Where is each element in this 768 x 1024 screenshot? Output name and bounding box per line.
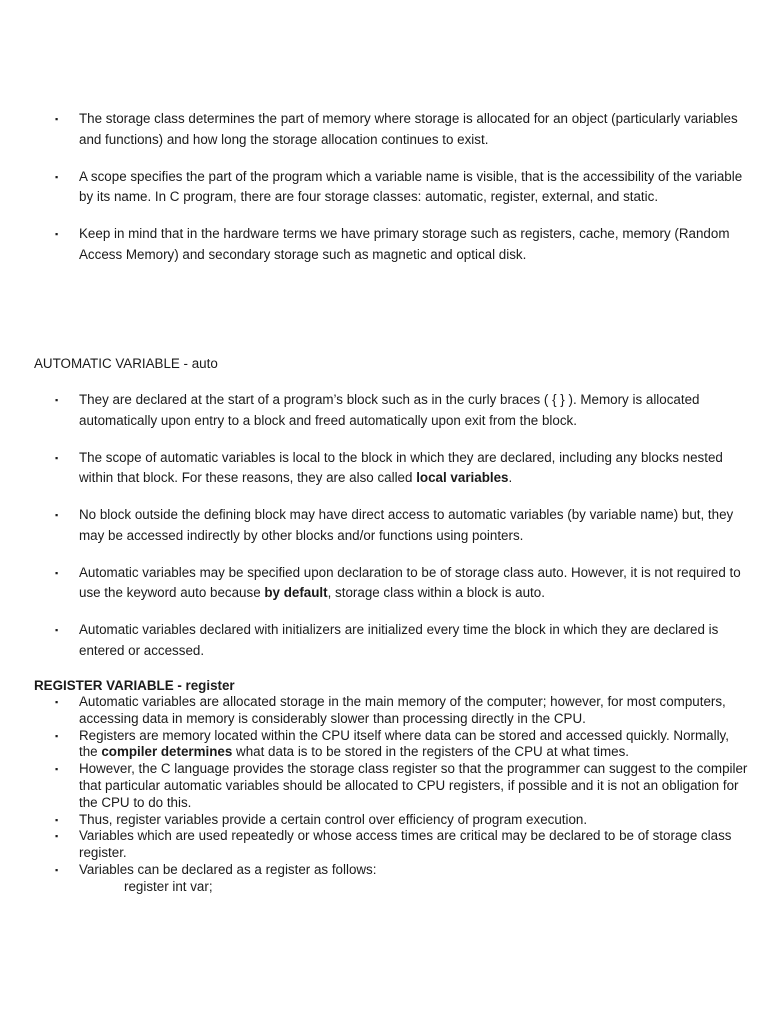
list-item <box>0 390 768 431</box>
text-run: The scope of automatic variables is local to the block in which they are declared, including any blocks nested within that block. For these reasons, they are also called <box>79 449 723 485</box>
text-run: Automatic variables may be specified upon declaration to be of storage class auto. However, it is not required to use the keyword auto because <box>79 564 741 600</box>
bullet-icon: ▪ <box>55 510 59 520</box>
list-item <box>0 812 768 829</box>
bullet-icon: ▪ <box>55 831 59 842</box>
register-list <box>0 694 768 896</box>
list-item-text <box>79 728 729 760</box>
auto-list <box>0 390 768 678</box>
list-item <box>0 505 768 546</box>
list-item-text <box>79 565 741 601</box>
bullet-icon: ▪ <box>55 625 59 635</box>
list-item <box>0 109 768 150</box>
list-item-text: Keep in mind that in the hardware terms we have primary storage such as registers, cache, memory (Random Access Memory) and secondary storage such as magnetic and optical disk. <box>79 226 730 262</box>
list-item <box>0 448 768 489</box>
list-item-text: Variables can be declared as a register as follows: <box>79 861 377 877</box>
list-item-text: No block outside the defining block may have direct access to automatic variables (by variable name) but, they may be accessed indirectly by other blocks and/or functions using pointers. <box>79 507 734 543</box>
auto-section-heading: AUTOMATIC VARIABLE - auto <box>34 356 218 371</box>
list-item-text: The storage class determines the part of memory where storage is allocated for an object (particularly variables and functions) and how long the storage allocation continues to exist. <box>79 111 738 147</box>
bold-term: local variables <box>416 470 509 485</box>
list-item <box>0 862 768 896</box>
text-run: what data is to be stored in the registers of the CPU at what times. <box>232 744 630 760</box>
intro-list <box>0 109 768 282</box>
register-section-heading: REGISTER VARIABLE - register <box>34 678 235 693</box>
bullet-icon: ▪ <box>55 229 59 239</box>
bullet-icon: ▪ <box>55 567 59 578</box>
list-item-text: Automatic variables are allocated storage in the main memory of the computer; however, for most computers, accessing data in memory is considerably slower than processing directly in the CPU. <box>79 694 726 726</box>
list-item <box>0 620 768 661</box>
list-item-text: They are declared at the start of a program’s block such as in the curly braces ( { } ). Memory is allocated automatically upon entry to a block and freed automatically upon exit from the block. <box>79 392 700 428</box>
list-item-text <box>79 450 723 486</box>
bold-term: compiler determines <box>101 744 233 760</box>
bullet-icon: ▪ <box>55 452 59 463</box>
list-item <box>0 563 768 604</box>
text-run: , storage class within a block is auto. <box>327 585 545 600</box>
list-item-text: A scope specifies the part of the program which a variable name is visible, that is the accessibility of the variable by its name. In C program, there are four storage classes: automatic, register, external, and static. <box>79 168 743 204</box>
list-item <box>0 761 768 811</box>
bullet-icon: ▪ <box>55 395 59 405</box>
text-run: . <box>508 470 513 485</box>
list-item-text: Thus, register variables provide a certain control over efficiency of program execution. <box>79 811 588 827</box>
text-run: Registers are memory located within the CPU itself where data can be stored and accessed quickly. Normally, the <box>79 727 729 760</box>
bullet-icon: ▪ <box>55 697 59 707</box>
bullet-icon: ▪ <box>55 171 59 182</box>
list-item <box>0 694 768 728</box>
list-item-text: Variables which are used repeatedly or whose access times are critical may be declared to be of storage class register. <box>79 828 732 861</box>
list-item <box>0 728 768 762</box>
bold-term: by default <box>264 585 328 600</box>
bullet-icon: ▪ <box>55 730 59 741</box>
list-item <box>0 224 768 265</box>
list-item-text: However, the C language provides the storage class register so that the programmer can suggest to the compiler that particular automatic variables should be allocated to CPU registers, if possible and it is not an obligation for the CPU to do this. <box>79 761 748 810</box>
list-item-text: Automatic variables declared with initializers are initialized every time the block in which they are declared is entered or accessed. <box>79 622 719 658</box>
bullet-icon: ▪ <box>55 814 59 825</box>
code-example: register int var; <box>124 878 213 894</box>
list-item <box>0 828 768 862</box>
bullet-icon: ▪ <box>55 114 59 124</box>
bullet-icon: ▪ <box>55 764 59 775</box>
list-item <box>0 167 768 208</box>
bullet-icon: ▪ <box>55 864 59 875</box>
